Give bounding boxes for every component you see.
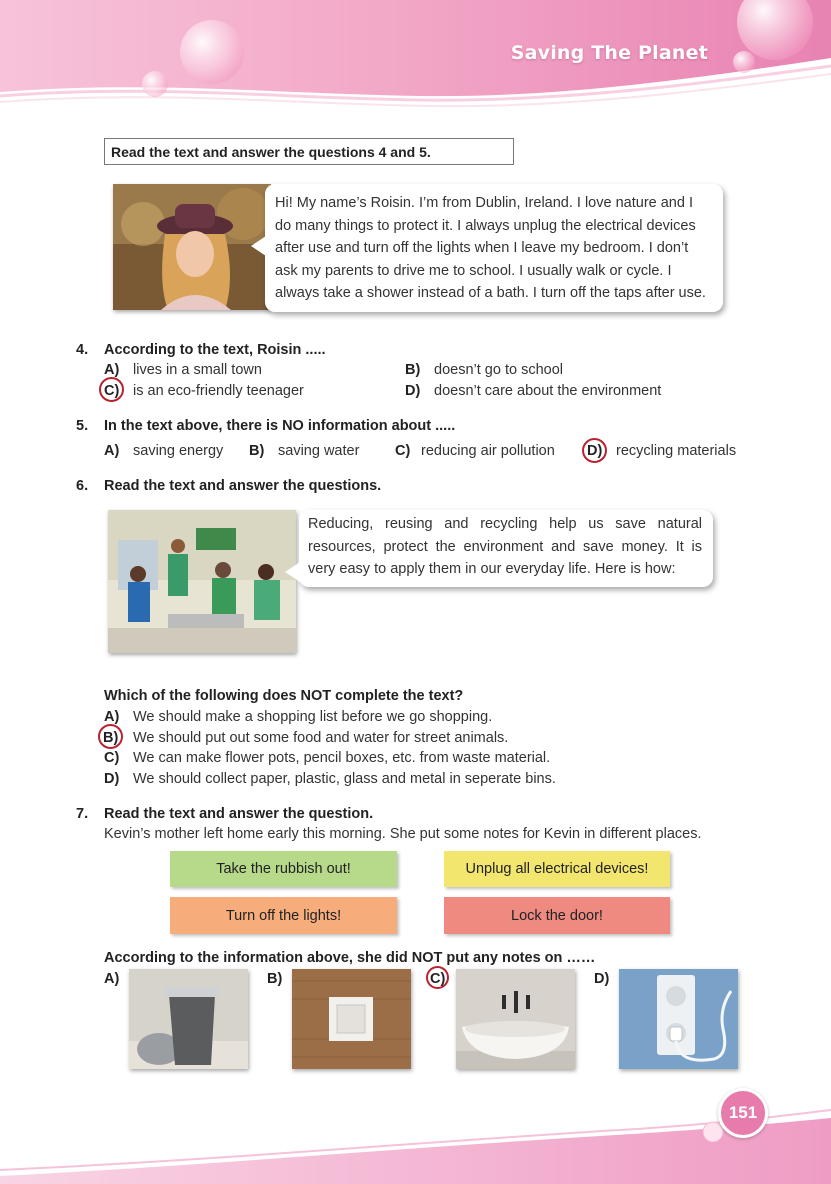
q4-option-a-text: lives in a small town <box>133 362 262 378</box>
q6-option-c-text: We can make flower pots, pencil boxes, etc. from waste material. <box>133 750 551 766</box>
q5-option-b-text: saving water <box>278 443 360 459</box>
passage-text: Reducing, reusing and recycling help us save natural resources, protect the environment and save money. It is very easy to apply them in our everyday life. Here is how: <box>308 516 702 577</box>
note-text: Lock the door! <box>511 907 603 924</box>
instruction-box: Read the text and answer the questions 4 and 5. <box>104 138 514 165</box>
q5-option-a-letter[interactable]: A) <box>104 443 120 459</box>
speech-bubble-roisin <box>265 184 723 312</box>
speech-bubble-reduce <box>299 510 713 587</box>
q5-option-c-letter[interactable]: C) <box>395 443 411 459</box>
question-number: 7. <box>76 806 89 822</box>
q6-option-b-letter[interactable]: B) <box>103 730 119 746</box>
q5-option-c-text: reducing air pollution <box>421 443 555 459</box>
q4-option-c-letter[interactable]: C) <box>104 383 120 399</box>
q6-option-c-letter[interactable]: C) <box>104 750 120 766</box>
sticky-note <box>170 897 397 934</box>
q6-option-d-text: We should collect paper, plastic, glass and metal in seperate bins. <box>133 771 556 787</box>
question-4-text: According to the text, Roisin ..... <box>104 342 326 358</box>
q4-option-c-text: is an eco-friendly teenager <box>133 383 304 399</box>
bubble-decoration <box>180 20 244 84</box>
q5-option-d-text: recycling materials <box>616 443 737 459</box>
q6-option-a-letter[interactable]: A) <box>104 709 120 725</box>
bubble-decoration <box>142 71 168 97</box>
q6-option-a-text: We should make a shopping list before we go shopping. <box>133 709 493 725</box>
washbasin-taps-image[interactable] <box>456 969 575 1069</box>
q4-option-d-text: doesn’t care about the environment <box>434 383 662 399</box>
footer-band <box>0 1090 831 1184</box>
question-7-text: Read the text and answer the question. <box>104 806 374 822</box>
q4-option-d-letter[interactable]: D) <box>405 383 421 399</box>
note-text: Turn off the lights! <box>225 907 342 924</box>
question-number: 6. <box>76 478 89 494</box>
bubble-decoration <box>733 51 755 73</box>
page-number-badge <box>718 1088 768 1138</box>
question-5-text: In the text above, there is NO information about ..... <box>104 418 456 434</box>
q6-option-b-text: We should put out some food and water for street animals. <box>133 730 509 746</box>
q4-option-a-letter[interactable]: A) <box>104 362 120 378</box>
sticky-note <box>444 897 670 934</box>
q4-option-b-text: doesn’t go to school <box>434 362 563 378</box>
question-number: 5. <box>76 418 89 434</box>
chapter-title: Saving The Planet <box>510 42 708 64</box>
wall-socket-plug-image[interactable] <box>619 969 738 1069</box>
question-6-text: Read the text and answer the questions. <box>104 478 382 494</box>
sticky-note <box>170 851 397 887</box>
sticky-note <box>444 851 670 887</box>
page-number: 151 <box>728 1103 758 1122</box>
question-7-intro: Kevin’s mother left home early this morning. She put some notes for Kevin in different places. <box>104 826 702 842</box>
q5-option-d-letter[interactable]: D) <box>587 443 603 459</box>
note-text: Unplug all electrical devices! <box>465 861 649 877</box>
q7-option-c-letter[interactable]: C) <box>430 971 446 987</box>
question-7-sub-question: According to the information above, she did NOT put any notes on …… <box>104 950 596 966</box>
q7-option-a-letter[interactable]: A) <box>104 971 120 987</box>
q7-option-b-letter[interactable]: B) <box>267 971 283 987</box>
note-text: Take the rubbish out! <box>216 861 351 877</box>
q5-option-b-letter[interactable]: B) <box>249 443 265 459</box>
q6-option-d-letter[interactable]: D) <box>104 771 120 787</box>
trash-bin-image[interactable] <box>129 969 248 1069</box>
classroom-photo <box>108 510 296 653</box>
passage-text: Hi! My name’s Roisin. I’m from Dublin, Ireland. I love nature and I do many things to protect it. I always unplug the electrical devices after use and turn off the lights when I leave my bedroom. I don’t ask my parents to drive me to school. I usually walk or cycle. I always take a shower instead of a bath. I turn off the taps after use. <box>275 195 706 301</box>
light-switch-image[interactable] <box>292 969 411 1069</box>
q4-option-b-letter[interactable]: B) <box>405 362 421 378</box>
question-number: 4. <box>76 342 89 358</box>
roisin-photo <box>113 184 271 310</box>
q5-option-a-text: saving energy <box>133 443 224 459</box>
q7-option-d-letter[interactable]: D) <box>594 971 610 987</box>
question-6-sub-question: Which of the following does NOT complete the text? <box>104 688 464 704</box>
